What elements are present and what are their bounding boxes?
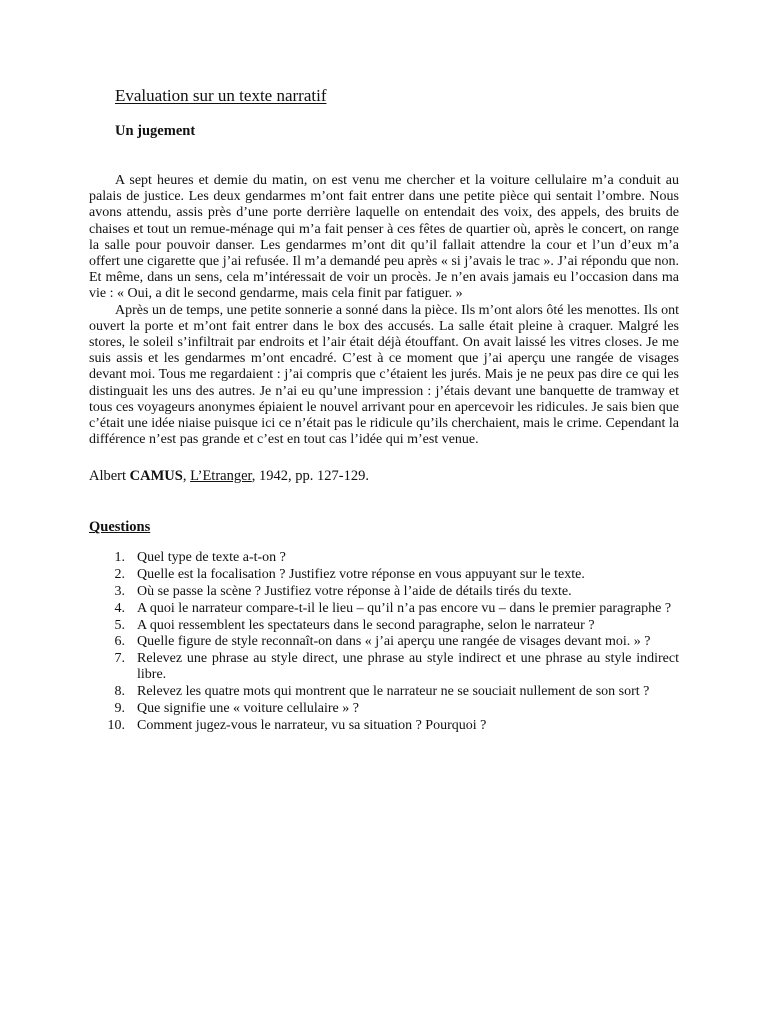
question-number: 3. bbox=[114, 584, 125, 600]
question-text: Où se passe la scène ? Justifiez votre réponse à l’aide de détails tirés du texte. bbox=[137, 584, 572, 600]
question-text: Quelle figure de style reconnaît-on dans « j’ai aperçu une rangée de visages devant moi. » ? bbox=[137, 634, 651, 650]
question-text: Relevez les quatre mots qui montrent que le narrateur ne se souciait nullement de son sort ? bbox=[137, 684, 650, 700]
question-text: Que signifie une « voiture cellulaire » ? bbox=[137, 701, 359, 717]
document-page bbox=[89, 84, 679, 735]
question-item bbox=[89, 634, 679, 650]
question-item bbox=[89, 618, 679, 634]
author-last-name: CAMUS bbox=[129, 468, 183, 485]
question-number: 6. bbox=[114, 634, 125, 650]
question-item bbox=[89, 701, 679, 717]
question-text: A quoi le narrateur compare-t-il le lieu – qu’il n’a pas encore vu – dans le premier paragraphe ? bbox=[137, 600, 672, 616]
book-title: L’Etranger bbox=[190, 468, 252, 485]
question-item bbox=[89, 651, 679, 683]
questions-list bbox=[89, 550, 679, 734]
question-number: 7. bbox=[114, 651, 125, 667]
questions-heading: Questions bbox=[89, 519, 151, 536]
question-number: 4. bbox=[114, 600, 125, 616]
question-number: 10. bbox=[107, 717, 125, 733]
question-number: 2. bbox=[114, 567, 125, 583]
question-item bbox=[89, 567, 679, 583]
question-item bbox=[89, 718, 679, 734]
paragraph-2: Après un de temps, une petite sonnerie a sonné dans la pièce. Ils m’ont alors ôté les menottes. Ils ont ouvert la porte et m’ont fait entrer dans le box des accusés. La salle était pleine à craquer. Malgré les stores, le soleil s’infiltrait par endroits et l’air était déjà étouffant. On avait laissé les vitres closes. Je me suis assis et les gendarmes m’ont encadré. C’est à ce moment que j’ai aperçu une rangée de visages devant moi. Tous me regardaient : j’ai compris que c’étaient les jurés. Mais je ne peux pas dire ce qui les distinguait les uns des autres. Je n’ai eu qu’une impression : j’étais devant une banquette de tramway et tous ces voyageurs anonymes épiaient le nouvel arrivant pour en apercevoir les ridicules. Je sais bien que c’était une idée niaise puisque ici ce n’était pas le ridicule qu’ils cherchaient, mais le crime. Cependant la différence n’est pas grande et c’est en tout cas l’idée qui m’est venue. bbox=[89, 302, 679, 448]
question-item bbox=[89, 550, 679, 566]
paragraph-1: A sept heures et demie du matin, on est venu me chercher et la voiture cellulaire m’a conduit au palais de justice. Les deux gendarmes m’ont fait entrer dans une petite pièce qui sentait l’ombre. Nous avons attendu, assis près d’une porte derrière laquelle on entendait des voix, des appels, des bruits de chaises et tout un remue-ménage qui m’a fait penser à ces fêtes de quartier où, après le concert, on range la salle pour pouvoir danser. Les gendarmes m’ont dit qu’il fallait attendre la cour et l’un d’eux m’a offert une cigarette que j’ai refusée. Il m’a demandé peu après « si j’avais le trac ». J’ai répondu que non. Et même, dans un sens, cela m’intéressait de voir un procès. Je n’en avais jamais eu l’occasion dans ma vie : « Oui, a dit le second gendarme, mais cela finit par fatiguer. » bbox=[89, 173, 679, 302]
document-title: Evaluation sur un texte narratif bbox=[115, 86, 327, 105]
question-number: 5. bbox=[114, 617, 125, 633]
question-text: Quel type de texte a-t-on ? bbox=[137, 550, 286, 566]
citation-separator: , bbox=[182, 468, 187, 485]
question-text: A quoi ressemblent les spectateurs dans le second paragraphe, selon le narrateur ? bbox=[137, 617, 595, 633]
question-text: Comment jugez-vous le narrateur, vu sa situation ? Pourquoi ? bbox=[137, 717, 487, 733]
source-citation bbox=[89, 467, 679, 485]
author-first-name: Albert bbox=[89, 468, 127, 485]
narrative-text bbox=[89, 173, 679, 448]
question-number: 1. bbox=[114, 550, 125, 566]
question-number: 8. bbox=[114, 684, 125, 700]
citation-details: , 1942, pp. 127-129. bbox=[251, 468, 370, 485]
question-text: Quelle est la focalisation ? Justifiez votre réponse en vous appuyant sur le texte. bbox=[137, 567, 585, 583]
question-text: Relevez une phrase au style direct, une phrase au style indirect et une phrase au style indirect libre. bbox=[137, 651, 679, 683]
question-item bbox=[89, 584, 679, 600]
document-subtitle: Un jugement bbox=[115, 123, 196, 139]
question-number: 9. bbox=[114, 701, 125, 717]
question-item bbox=[89, 684, 679, 700]
question-item bbox=[89, 601, 679, 617]
